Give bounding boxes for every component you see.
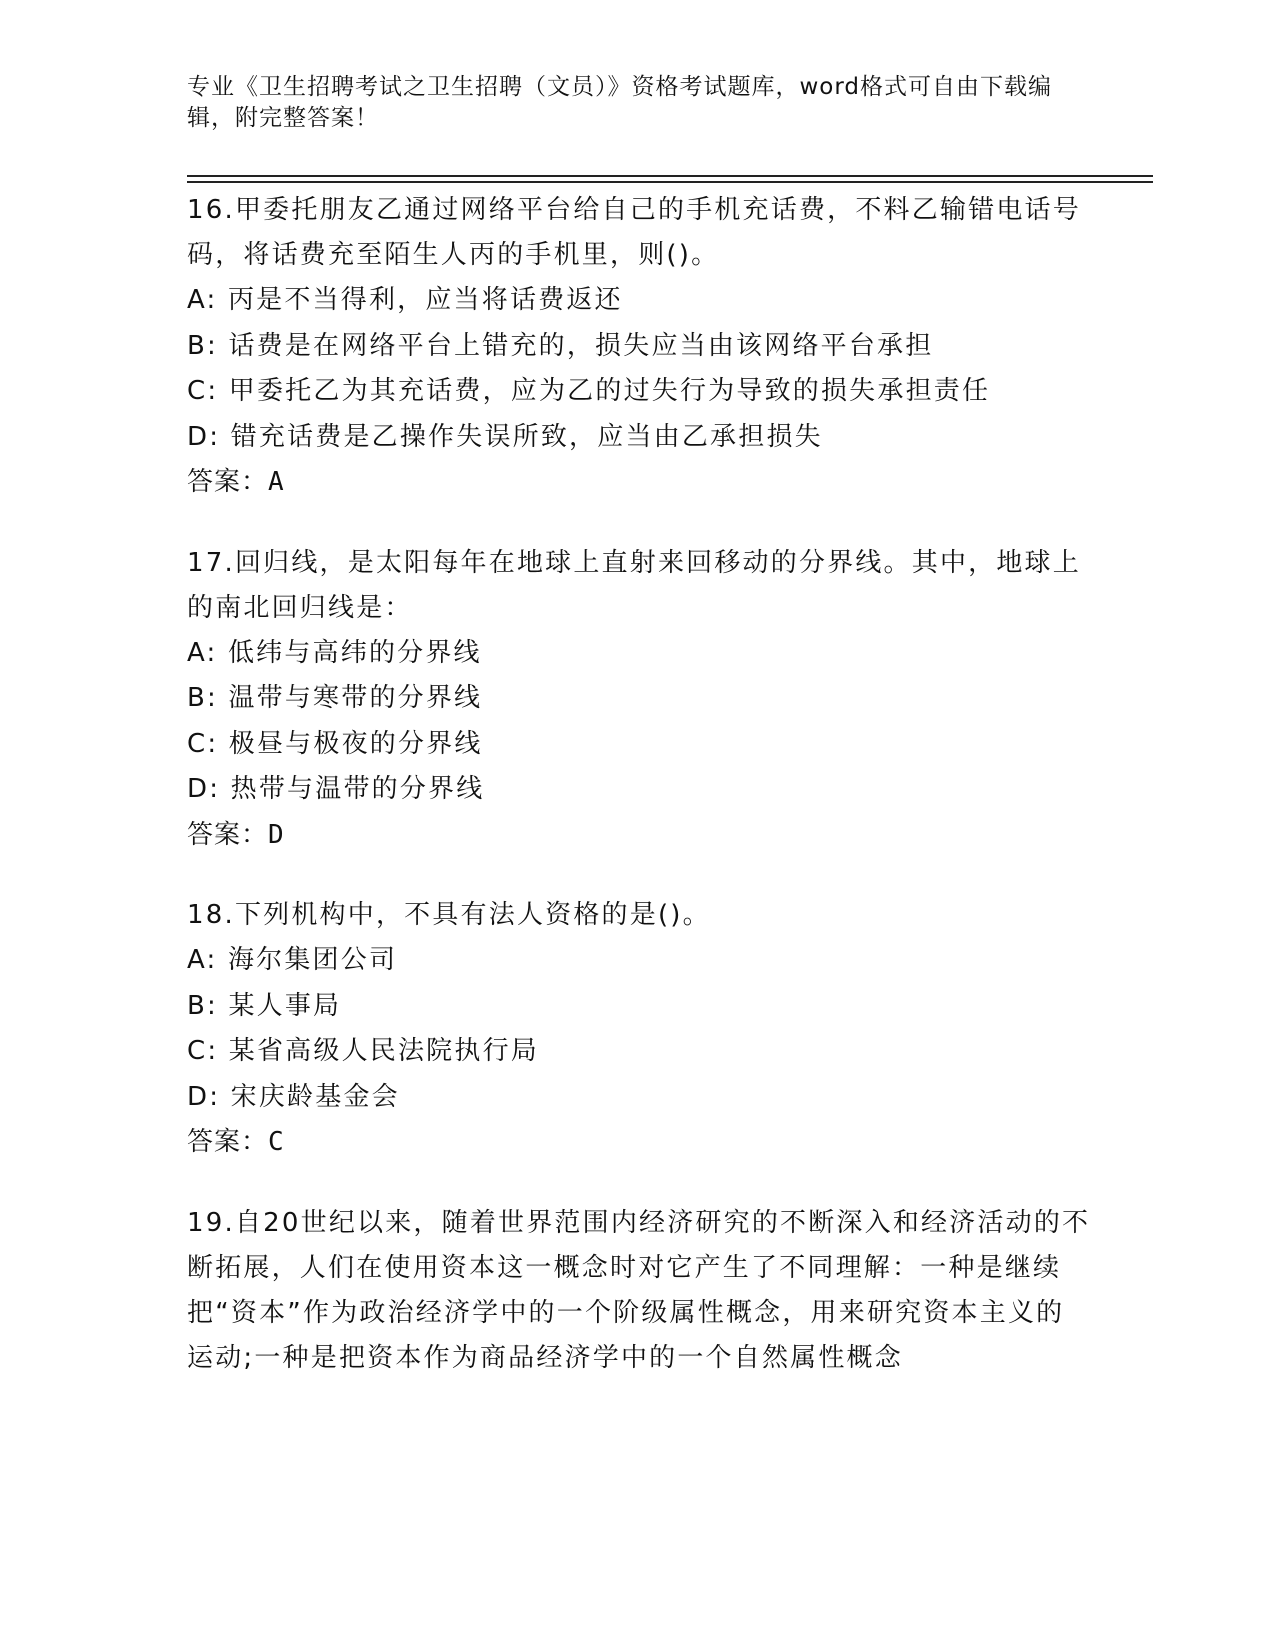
option-b: B: 温带与寒带的分界线	[187, 683, 483, 713]
option-a: A: 低纬与高纬的分界线	[187, 637, 482, 668]
option-c: C: 极昼与极夜的分界线	[187, 728, 483, 759]
question-18	[187, 893, 1092, 1166]
option-d: D: 错充话费是乙操作失误所致，应当由乙承担损失	[187, 421, 823, 452]
option-d: D: 热带与温带的分界线	[187, 774, 485, 804]
answer-line	[187, 1120, 1092, 1166]
question-16	[187, 188, 1092, 506]
question-stem: 18.下列机构中，不具有法人资格的是()。	[187, 900, 711, 930]
option-c: C: 某省高级人民法院执行局	[187, 1036, 539, 1066]
question-stem: 19.自20世纪以来，随着世界范围内经济研究的不断深入和经济活动的不断拓展，人们在使用资本这一概念时对它产生了不同理解：一种是继续把“资本”作为政治经济学中的一个阶级属性概念，用来研究资本主义的运动;一种是把资本作为商品经济学中的一个自然属性概念	[187, 1207, 1091, 1373]
question-list	[187, 188, 1092, 1416]
option-b: B: 某人事局	[187, 990, 342, 1021]
answer-line	[187, 813, 1092, 859]
answer-value: D	[268, 819, 285, 850]
header-divider-top	[187, 175, 1153, 177]
header-text: 专业《卫生招聘考试之卫生招聘（文员）》资格考试题库，word格式可自由下载编辑，附完整答案！	[187, 74, 1053, 131]
answer-label: 答案：	[187, 819, 269, 850]
document-header	[187, 72, 1087, 134]
option-c: C: 甲委托乙为其充话费，应为乙的过失行为导致的损失承担责任	[187, 376, 991, 406]
answer-value: A	[268, 467, 285, 497]
question-19	[187, 1201, 1092, 1381]
answer-label: 答案：	[187, 1127, 269, 1157]
option-a: A: 海尔集团公司	[187, 945, 398, 975]
question-stem: 17.回归线，是太阳每年在地球上直射来回移动的分界线。其中，地球上的南北回归线是：	[187, 547, 1081, 623]
option-b: B: 话费是在网络平台上错充的，损失应当由该网络平台承担	[187, 330, 934, 361]
question-17	[187, 541, 1092, 859]
option-a: A: 丙是不当得利，应当将话费返还	[187, 285, 623, 315]
header-divider-bottom	[187, 181, 1153, 183]
answer-line	[187, 460, 1092, 506]
answer-value: C	[268, 1127, 285, 1157]
answer-label: 答案：	[187, 467, 269, 497]
option-d: D: 宋庆龄基金会	[187, 1081, 400, 1112]
question-stem: 16.甲委托朋友乙通过网络平台给自己的手机充话费，不料乙输错电话号码，将话费充至陌生人丙的手机里，则()。	[187, 195, 1081, 270]
